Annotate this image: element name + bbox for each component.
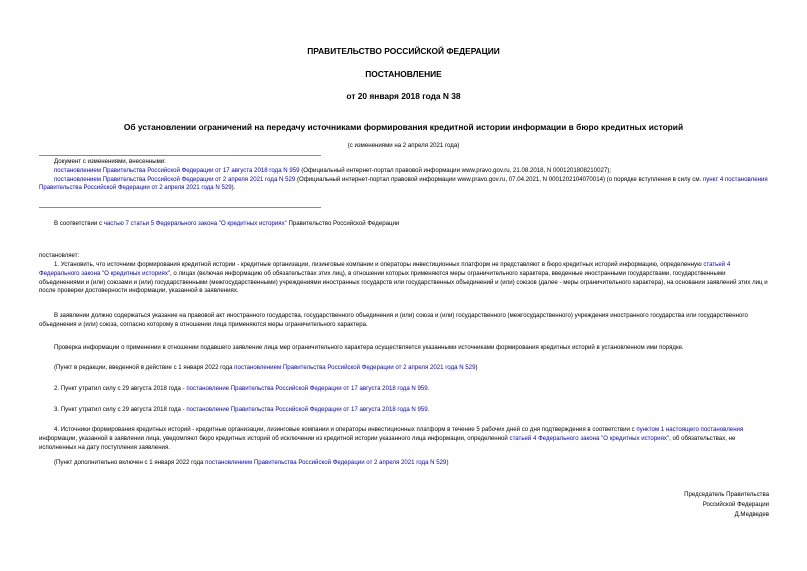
article-4-link[interactable]: статьей 4 Федерального закона "О кредитных историях" <box>39 261 731 277</box>
changes-block <box>39 158 769 193</box>
paragraph-4: 4. Источники формирования кредитных историй - кредитные организации, лизинговые компании и операторы инвестиционных платформ в течение 5 рабочих дней со дня подтверждения в соответствии с пунктом 1 настоящего постановления информации, указанной в заявлении лица, уведомляют бюро кредитных историй об исключении из кредитной истории указанного лица информации, определенной статьей 4 Федерального закона "О кредитных историях", об обязательствах, не исполненных на дату поступления заявления. <box>39 426 744 451</box>
article-4-link-2[interactable]: статьей 4 Федерального закона "О кредитных историях" <box>509 434 670 442</box>
changes-intro: Документ с изменениями, внесенными: <box>54 158 166 165</box>
org-heading: ПРАВИТЕЛЬСТВО РОССИЙСКОЙ ФЕДЕРАЦИИ <box>307 46 500 56</box>
decree-date: от 20 января 2018 года N 38 <box>346 91 461 101</box>
decrees-word: постановляет: <box>39 252 80 259</box>
signature-name: Д.Медведев <box>734 511 769 518</box>
paragraph-3: 3. Пункт утратил силу с 29 августа 2018 года - постановление Правительства Российской Федерации от 17 августа 2018 года N 959. <box>54 406 430 413</box>
revision-note: (с изменениями на 2 апреля 2021 года) <box>347 142 460 149</box>
paragraph-3-link[interactable]: постановление Правительства Российской Федерации от 17 августа 2018 года N 959 <box>186 406 428 413</box>
law-part-7-link[interactable]: частью 7 статьи 5 Федерального закона "О кредитных историях" <box>103 220 287 227</box>
note-4-link[interactable]: постановлением Правительства Российской Федерации от 2 апреля 2021 года N 529 <box>205 459 447 466</box>
signature-country: Российской Федерации <box>702 501 769 508</box>
amendment-link-959[interactable]: постановлением Правительства Российской Федерации от 17 августа 2018 года N 959 <box>54 166 300 174</box>
doctype-heading: ПОСТАНОВЛЕНИЕ <box>365 69 442 79</box>
changes-top-rule <box>39 155 321 156</box>
note-paragraph-1: (Пункт в редакции, введенной в действие с 1 января 2022 года постановлением Правительства Российской Федерации от 2 апреля 2021 года N 529) <box>54 364 478 371</box>
preamble: В соответствии с частью 7 статьи 5 Федерального закона "О кредитных историях" Правительство Российской Федерации <box>54 220 400 227</box>
note-paragraph-4: (Пункт дополнительно включен с 1 января 2022 года постановлением Правительства Российской Федерации от 2 апреля 2021 года N 529) <box>54 459 449 466</box>
paragraph-statement: В заявлении должно содержаться указание на правовой акт иностранного государства, государственного объединения и (или) союза и (или) государственного (межгосударственного) учреждения иностранного государства или государственного объединения и (или) союза, согласно которому в отношении лица применяются меры ограничительного характера. <box>39 312 748 328</box>
paragraph-1: 1. Установить, что источники формирования кредитной истории - кредитные организации, лизинговые компании и операторы инвестиционных платформ не представляют в бюро кредитных историй информацию, определенную статьей 4 Федерального закона "О кредитных историях", о лицах (включая информацию об обязательствах этих лиц), в отношении которых применяются меры ограничительного характера, введенные иностранными государствами, государственными объединениями и (или) союзами и (или) государственными (межгосударственными) учреждениями иностранных государств или государственных объединений и (или) союзов (далее - меры ограничительного характера), на основании заявлений этих лиц и после проверки достоверности информации, указанной в заявлениях. <box>39 261 768 295</box>
paragraph-2-link[interactable]: постановление Правительства Российской Федерации от 17 августа 2018 года N 959 <box>186 385 428 392</box>
changes-bottom-rule <box>39 207 321 208</box>
entry-into-force-link[interactable]: пункт 4 постановления Правительства Российской Федерации от 2 апреля 2021 года N 529 <box>39 175 768 192</box>
signature-block <box>684 490 769 520</box>
paragraph-2: 2. Пункт утратил силу с 29 августа 2018 года - постановление Правительства Российской Федерации от 17 августа 2018 года N 959. <box>54 385 430 392</box>
changes-item-1: постановлением Правительства Российской Федерации от 17 августа 2018 года N 959 (Официальный интернет-портал правовой информации www.pravo.gov.ru, 21.08.2018, N 0001201808210027); <box>54 166 611 174</box>
point-1-link[interactable]: пунктом 1 настоящего постановления <box>636 426 744 433</box>
paragraph-check: Проверка информации о применении в отношении подавшего заявление лица мер ограничительного характера осуществляется указанными источниками формирования кредитных историй в установленном ими порядке. <box>54 344 684 351</box>
signature-position: Председатель Правительства <box>684 491 769 498</box>
amendment-link-529[interactable]: постановлением Правительства Российской Федерации от 2 апреля 2021 года N 529 <box>54 175 296 183</box>
changes-item-2: постановлением Правительства Российской Федерации от 2 апреля 2021 года N 529 (Официальный интернет-портал правовой информации www.pravo.gov.ru, 07.04.2021, N 0001202104070014) (о порядке вступления в силу см. пункт 4 постановления Правительства Российской Федерации от 2 апреля 2021 года N 529). <box>39 175 768 192</box>
document-title: Об установлении ограничений на передачу источниками формирования кредитной истории информации в бюро кредитных историй <box>123 122 684 132</box>
note-1-link[interactable]: постановлением Правительства Российской Федерации от 2 апреля 2021 года N 529 <box>234 364 476 371</box>
